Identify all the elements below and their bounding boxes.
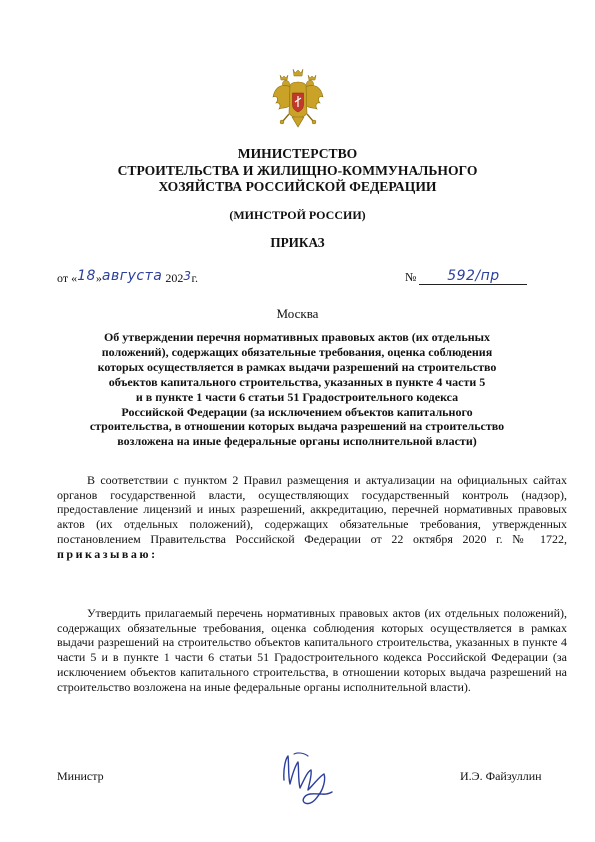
document-date	[57, 270, 198, 286]
title-line: объектов капитального строительства, указанных в пункте 4 части 5	[108, 374, 486, 389]
title-line: Об утверждении перечня нормативных правовых актов (их отдельных	[103, 330, 491, 344]
date-month: августа	[101, 268, 163, 284]
ministry-line-3: ХОЗЯЙСТВА РОССИЙСКОЙ ФЕДЕРАЦИИ	[158, 179, 437, 194]
number-field	[419, 270, 527, 285]
date-prefix: от «	[57, 271, 78, 285]
number-prefix: №	[405, 270, 417, 284]
title-line: положений), содержащих обязательные требования, оценка соблюдения	[101, 344, 493, 359]
date-day: 18	[77, 268, 96, 284]
title-line: Российской Федерации (за исключением объектов капитального	[121, 404, 473, 419]
document-title	[62, 330, 532, 449]
decree-word: приказываю:	[57, 546, 158, 561]
date-year-prefix: 202	[165, 271, 184, 285]
date-day-close: »	[95, 271, 102, 285]
ministry-line-2: СТРОИТЕЛЬСТВА И ЖИЛИЩНО-КОММУНАЛЬНОГО	[117, 162, 478, 178]
ministry-abbreviation: (МИНСТРОЙ РОССИИ)	[229, 208, 366, 222]
signatory-position: Министр	[57, 769, 104, 783]
city-name: Москва	[276, 306, 319, 321]
handwritten-signature	[278, 750, 340, 808]
preamble-text: В соответствии с пунктом 2 Правил размещения и актуализации на официальных сайтах органов государственной власти, осуществляющих государственный контроль (надзор), предоставление лицензий и иных разрешений, аккредитацию, перечней нормативных правовых актов (их отдельных положений), содержащих обязательные требования, утвержденных постановлением Правительства Российской Федерации от 22 октября 2020 г. № 1722,	[57, 473, 567, 546]
document-number	[405, 270, 527, 285]
coat-of-arms-icon	[271, 67, 325, 133]
ministry-name	[40, 146, 555, 196]
preamble-paragraph	[57, 473, 567, 561]
signatory-name: И.Э. Файзуллин	[460, 769, 542, 783]
order-paragraph	[57, 606, 567, 694]
document-type: ПРИКАЗ	[270, 235, 325, 250]
number-value: 592/пр	[447, 268, 500, 284]
title-line: и в пункте 1 части 6 статьи 51 Градостроительного кодекса	[135, 389, 459, 404]
title-line: которых осуществляется в рамках выдачи разрешений на строительство	[97, 359, 497, 374]
date-year-digit: 3	[183, 269, 192, 283]
order-text: Утвердить прилагаемый перечень нормативных правовых актов (их отдельных положений), содержащих обязательные требования, оценка соблюдения которых осуществляется в рамках выдачи разрешений на строительство объектов капитального строительства, указанных в пункте 4 части 5 и в пункте 1 части 6 статьи 51 Градостроительного кодекса Российской Федерации (за исключением объектов капитального строительства, в отношении которых выдача разрешений на строительство возложена на иные федеральные органы исполнительной власти).	[57, 606, 567, 694]
title-line: строительства, в отношении которых выдача разрешений на строительство	[89, 419, 505, 434]
date-suffix: г.	[191, 271, 199, 285]
title-line: возложена на иные федеральные органы исполнительной власти)	[117, 434, 477, 449]
ministry-line-1: МИНИСТЕРСТВО	[237, 146, 358, 161]
